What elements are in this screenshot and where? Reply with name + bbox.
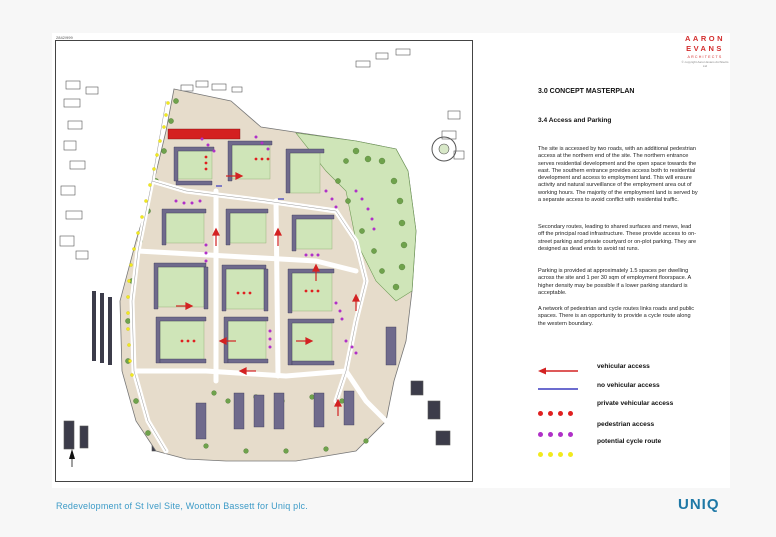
drawing-reference: 2842/999 <box>56 35 73 40</box>
legend-label: vehicular access <box>597 363 650 370</box>
logo-line-2: EVANS <box>686 44 724 53</box>
legend-label: no vehicular access <box>597 382 660 389</box>
north-arrow-icon <box>69 449 75 467</box>
red-dots-icon <box>538 403 578 421</box>
blue-line-icon <box>538 384 582 394</box>
legend-label: private vehicular access <box>597 400 674 407</box>
legend-vehicular-access <box>538 363 650 381</box>
west-terraces <box>92 291 112 365</box>
legend-private-vehicular-access <box>538 400 674 421</box>
logo-copyright: © copyright Aaron Evans Architects Ltd <box>681 60 729 68</box>
paragraph-3: Parking is provided at approximately 1.5 spaces per dwelling across the site and 1 per 30 sqm of employment floorspace. A higher density may be possible if a lower parking standard is acceptable. <box>538 268 691 296</box>
paragraph-1: The site is accessed by two roads, with an additional pedestrian access at the northern end of the site. The northern entrance serves residential development and the open space towards the east. The southern entrance provides access both to residential development and access to employment land. This will ensure activity and natural surveillance of the employment area out of working hours. The majority of the employment land is served by a separate access to avoid conflict with residential traffic. <box>538 146 698 204</box>
masterplan-drawing <box>55 40 473 482</box>
section-subheading: 3.4 Access and Parking <box>538 117 612 124</box>
paragraph-2: Secondary routes, leading to shared surfaces and mews, lead off the principal road infrastructure. These provide access to on-street parking and private courtyard or on-plot parking. They are designed as dead ends to avoid rat runs. <box>538 224 697 252</box>
legend-label: pedestrian access <box>597 421 655 428</box>
legend-cycle-route <box>538 438 662 462</box>
logo-line-1: AARON <box>685 34 725 43</box>
uniq-logo: UNIQ <box>678 496 720 513</box>
red-arrow-icon <box>538 366 582 376</box>
legend-label: potential cycle route <box>597 438 662 445</box>
yellow-dots-icon <box>538 444 578 462</box>
aaron-evans-logo <box>680 34 730 68</box>
footer-title: Redevelopment of St Ivel Site, Wootton Bassett for Uniq plc. <box>56 501 308 511</box>
paragraph-4: A network of pedestrian and cycle routes links roads and public spaces. There is an opportunity to provide a cycle route along the western boundary. <box>538 306 695 327</box>
logo-line-3: ARCHITECTS <box>687 55 723 59</box>
legend-no-vehicular-access <box>538 381 660 399</box>
section-heading: 3.0 CONCEPT MASTERPLAN <box>538 88 635 95</box>
